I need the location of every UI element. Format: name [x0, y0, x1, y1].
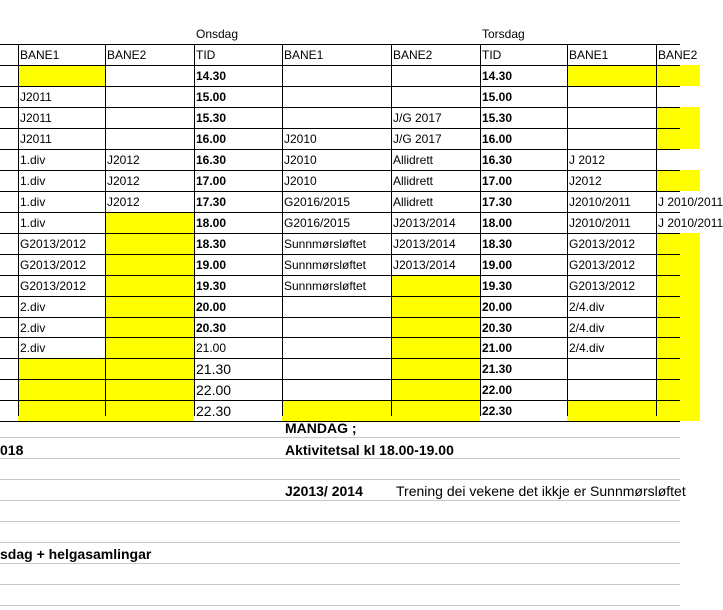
schedule-cell[interactable]: J/G 2017	[393, 110, 442, 125]
schedule-cell[interactable]: 21.30	[482, 362, 513, 377]
schedule-cell[interactable]: 15.30	[482, 110, 513, 125]
schedule-cell[interactable]	[105, 87, 194, 107]
schedule-cell[interactable]: 1.div	[20, 173, 46, 188]
schedule-cell[interactable]: 14.30	[196, 69, 227, 83]
schedule-cell[interactable]	[391, 338, 480, 358]
schedule-cell[interactable]: 19.30	[482, 278, 513, 293]
year-fragment[interactable]: 018	[0, 442, 24, 458]
schedule-cell[interactable]: Sunnmørsløftet	[284, 278, 367, 293]
schedule-cell[interactable]: 20.30	[482, 320, 513, 335]
schedule-cell[interactable]: 1.div	[20, 152, 46, 167]
schedule-cell[interactable]	[105, 359, 194, 379]
schedule-cell[interactable]	[282, 380, 391, 400]
schedule-cell[interactable]: 19.30	[196, 278, 227, 293]
schedule-cell[interactable]	[656, 401, 700, 421]
schedule-cell[interactable]	[282, 359, 391, 379]
schedule-cell[interactable]: 1.div	[20, 194, 46, 209]
schedule-cell[interactable]: Sunnmørsløftet	[284, 257, 367, 272]
schedule-cell[interactable]	[656, 234, 700, 254]
schedule-cell[interactable]	[567, 129, 656, 149]
grid-line-faint	[0, 542, 680, 543]
schedule-cell[interactable]	[282, 297, 391, 317]
schedule-cell[interactable]: Allidrett	[393, 194, 434, 209]
column-header-3[interactable]: TID	[196, 48, 216, 62]
grid-line-faint	[0, 500, 680, 501]
schedule-cell[interactable]: 2.div	[20, 341, 46, 356]
schedule-cell[interactable]: G2013/2012	[20, 257, 87, 272]
schedule-cell[interactable]: Allidrett	[393, 152, 434, 167]
schedule-cell[interactable]: J2010	[284, 173, 317, 188]
schedule-cell[interactable]	[656, 297, 700, 317]
schedule-cell[interactable]: 18.00	[482, 215, 513, 230]
schedule-cell[interactable]: 21.00	[482, 341, 513, 356]
schedule-cell[interactable]: 21.00	[196, 341, 227, 356]
schedule-cell[interactable]	[105, 213, 194, 233]
schedule-cell[interactable]: J/G 2017	[393, 131, 442, 146]
column-header-7[interactable]: BANE1	[569, 48, 609, 62]
schedule-cell[interactable]	[18, 66, 105, 86]
schedule-cell[interactable]	[18, 359, 105, 379]
monday-label[interactable]: MANDAG ;	[285, 420, 357, 436]
schedule-cell[interactable]: 2/4.div	[569, 299, 605, 314]
schedule-cell[interactable]	[391, 87, 480, 107]
schedule-cell[interactable]	[391, 380, 480, 400]
schedule-cell[interactable]: 20.30	[196, 320, 227, 335]
schedule-cell[interactable]: 2/4.div	[569, 341, 605, 356]
weekend-note[interactable]: sdag + helgasamlingar	[0, 546, 152, 562]
schedule-cell[interactable]: J2010	[284, 152, 317, 167]
schedule-cell[interactable]: J2013/2014	[393, 215, 456, 230]
schedule-cell[interactable]: J2011	[20, 131, 52, 146]
column-header-2[interactable]: BANE2	[107, 48, 147, 62]
schedule-cell[interactable]	[105, 234, 194, 254]
schedule-cell[interactable]: G2013/2012	[20, 236, 87, 251]
grid-line-faint	[0, 584, 680, 585]
schedule-cell[interactable]	[656, 255, 700, 275]
schedule-cell[interactable]	[656, 66, 700, 86]
schedule-cell[interactable]: 2.div	[20, 299, 46, 314]
schedule-cell[interactable]	[656, 129, 700, 149]
schedule-cell[interactable]: 18.30	[482, 236, 513, 251]
schedule-cell[interactable]: 2.div	[20, 320, 46, 335]
schedule-cell[interactable]	[391, 401, 480, 421]
grid-line-faint	[0, 479, 680, 480]
schedule-cell[interactable]: 1.div	[20, 215, 46, 230]
column-header-5[interactable]: BANE2	[393, 48, 433, 62]
schedule-cell[interactable]: J2013/2014	[393, 257, 456, 272]
schedule-cell[interactable]: J 2012	[569, 152, 606, 167]
schedule-cell[interactable]	[105, 401, 194, 421]
schedule-cell[interactable]: 16.00	[196, 131, 227, 146]
schedule-cell[interactable]: J 2010/2011	[658, 215, 723, 230]
schedule-cell[interactable]: G2013/2012	[569, 257, 636, 272]
group-label[interactable]: J2013/ 2014	[285, 483, 363, 499]
schedule-cell[interactable]	[567, 401, 656, 421]
schedule-cell[interactable]	[656, 276, 700, 296]
activity-note[interactable]: Aktivitetsal kl 18.00-19.00	[285, 442, 454, 458]
schedule-cell[interactable]: G2016/2015	[284, 194, 351, 209]
schedule-cell[interactable]: 21.30	[196, 361, 232, 378]
schedule-cell[interactable]: 22.00	[482, 383, 513, 398]
schedule-cell[interactable]: J2012	[107, 152, 140, 167]
schedule-cell[interactable]	[282, 108, 391, 128]
column-header-4[interactable]: BANE1	[284, 48, 324, 62]
schedule-cell[interactable]: J2012	[107, 173, 140, 188]
schedule-cell[interactable]: 18.30	[196, 236, 227, 251]
schedule-cell[interactable]	[391, 276, 480, 296]
schedule-cell[interactable]	[391, 359, 480, 379]
schedule-cell[interactable]: 22.30	[482, 404, 513, 419]
grid-line-faint	[0, 605, 680, 606]
schedule-cell[interactable]	[656, 359, 700, 379]
column-header-6[interactable]: TID	[482, 48, 502, 62]
schedule-cell[interactable]: 20.00	[482, 299, 513, 314]
grid-line-faint	[0, 437, 680, 438]
training-note[interactable]: Trening dei vekene det ikkje er Sunnmørsløftet	[396, 483, 686, 499]
schedule-cell[interactable]: 14.30	[482, 69, 513, 83]
schedule-cell[interactable]: 17.00	[196, 173, 227, 188]
schedule-cell[interactable]	[567, 66, 656, 86]
schedule-cell[interactable]	[105, 338, 194, 358]
schedule-cell[interactable]	[105, 276, 194, 296]
schedule-cell[interactable]	[391, 297, 480, 317]
schedule-cell[interactable]	[105, 129, 194, 149]
schedule-cell[interactable]: 19.00	[196, 257, 227, 272]
schedule-cell[interactable]: 20.00	[196, 299, 227, 314]
schedule-cell[interactable]: G2013/2012	[569, 278, 636, 293]
schedule-cell[interactable]	[18, 401, 105, 421]
schedule-cell[interactable]	[391, 66, 480, 86]
schedule-cell[interactable]: Sunnmørsløftet	[284, 236, 367, 251]
schedule-cell[interactable]: Allidrett	[393, 173, 434, 188]
schedule-cell[interactable]	[567, 87, 656, 107]
schedule-cell[interactable]	[105, 297, 194, 317]
schedule-cell[interactable]	[282, 318, 391, 338]
schedule-cell[interactable]	[105, 380, 194, 400]
schedule-cell[interactable]: J2012	[569, 173, 602, 188]
day-label-wednesday[interactable]: Onsdag	[196, 27, 239, 41]
schedule-cell[interactable]	[567, 380, 656, 400]
schedule-cell[interactable]	[18, 380, 105, 400]
schedule-cell[interactable]: 16.00	[482, 131, 513, 146]
schedule-cell[interactable]	[282, 338, 391, 358]
schedule-cell[interactable]	[656, 150, 700, 170]
schedule-cell[interactable]	[282, 87, 391, 107]
schedule-cell[interactable]: 17.00	[482, 173, 513, 188]
schedule-cell[interactable]: G2013/2012	[569, 236, 636, 251]
grid-line-faint	[0, 521, 680, 522]
grid-line-faint	[0, 563, 680, 564]
schedule-cell[interactable]	[656, 338, 700, 358]
schedule-cell[interactable]: J2013/2014	[393, 236, 456, 251]
schedule-cell[interactable]: 16.30	[482, 152, 513, 167]
schedule-cell[interactable]: J2010	[284, 131, 317, 146]
schedule-cell[interactable]: 15.30	[196, 110, 227, 125]
day-label-thursday[interactable]: Torsdag	[482, 27, 525, 41]
schedule-cell[interactable]: 16.30	[196, 152, 227, 167]
schedule-cell[interactable]: J2010/2011	[569, 215, 631, 230]
schedule-cell[interactable]	[567, 359, 656, 379]
schedule-cell[interactable]: G2013/2012	[20, 278, 87, 293]
schedule-cell[interactable]	[656, 318, 700, 338]
schedule-cell[interactable]: J2010/2011	[569, 194, 631, 209]
schedule-cell[interactable]	[105, 255, 194, 275]
schedule-cell[interactable]: 22.00	[196, 382, 232, 399]
schedule-cell[interactable]: J2012	[107, 194, 140, 209]
schedule-cell[interactable]: 22.30	[196, 403, 232, 420]
schedule-cell[interactable]: 19.00	[482, 257, 513, 272]
schedule-cell[interactable]	[656, 380, 700, 400]
schedule-cell[interactable]: J 2010/2011	[658, 194, 723, 209]
schedule-cell[interactable]: 17.30	[482, 194, 513, 209]
schedule-cell[interactable]: J2011	[20, 89, 52, 104]
schedule-cell[interactable]	[105, 318, 194, 338]
column-header-1[interactable]: BANE1	[20, 48, 60, 62]
schedule-cell[interactable]: 15.00	[482, 89, 513, 104]
schedule-cell[interactable]: 2/4.div	[569, 320, 605, 335]
schedule-cell[interactable]	[656, 171, 700, 191]
schedule-cell[interactable]	[567, 108, 656, 128]
column-header-8[interactable]: BANE2	[658, 48, 698, 62]
schedule-cell[interactable]	[105, 108, 194, 128]
schedule-cell[interactable]	[391, 318, 480, 338]
schedule-cell[interactable]	[105, 66, 194, 86]
schedule-cell[interactable]: G2016/2015	[284, 215, 351, 230]
schedule-cell[interactable]	[282, 66, 391, 86]
schedule-cell[interactable]: 15.00	[196, 89, 227, 104]
schedule-cell[interactable]	[656, 108, 700, 128]
schedule-cell[interactable]: 17.30	[196, 194, 227, 209]
schedule-cell[interactable]: J2011	[20, 110, 52, 125]
schedule-cell[interactable]: 18.00	[196, 215, 227, 230]
schedule-cell[interactable]	[656, 87, 700, 107]
